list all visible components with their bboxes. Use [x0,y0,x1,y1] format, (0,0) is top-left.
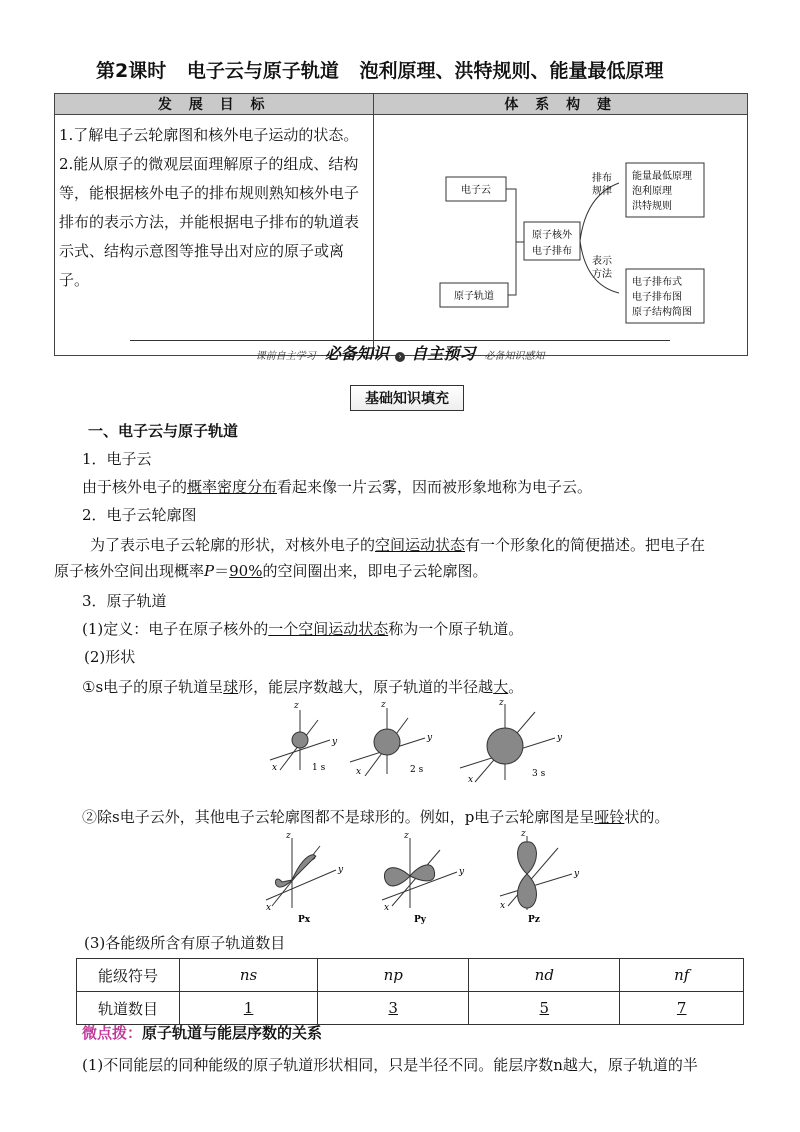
heading-1: 一、电子云与原子轨道 [88,422,239,440]
svg-text:x: x [384,903,390,913]
table-cell: 能级符号 [77,959,180,992]
svg-text:y: y [332,737,338,747]
px-orbital-icon [275,855,315,887]
svg-text:z: z [499,700,504,708]
label-pz: Pz [528,915,540,925]
svg-text:x: x [468,775,474,785]
label-electron-cloud: 电子云 [461,185,492,196]
svg-text:x: x [272,763,278,773]
method-1: 电子排布式 [632,277,683,288]
page-title [96,56,786,83]
pz-orbital-icon [518,842,537,908]
table-cell: np [318,959,469,992]
svg-text:z: z [521,830,526,839]
orbital-3s-icon [487,728,523,764]
method-label-1: 表示 [592,256,613,267]
tip-heading [82,1020,322,1046]
para-contour-1: 为了表示电子云轮廓的形状，对核外电子的空间运动状态有一个形象化的简便描述。把电子在 [90,536,706,554]
rule-1: 能量最低原理 [632,171,693,182]
banner-main-2: 自主预习 [411,344,476,363]
lesson-label: 第2课时 [96,60,167,82]
svg-text:z: z [404,831,409,841]
para-electron-cloud: 由于核外电子的概率密度分布看起来像一片云雾，因而被形象地称为电子云。 [82,478,593,496]
table-cell: 7 [620,992,744,1025]
sub-heading-1: 1．电子云 [82,450,152,468]
para-p-orbital: ②除s电子云外，其他电子云轮廓图都不是球形的。例如，p电子云轮廓图是呈哑铃状的。 [82,808,670,826]
goals-table [54,93,748,356]
para-orbital-count: (3)各能级所含有原子轨道数目 [84,934,286,952]
goal-item-1: 1.了解电子云轮廓图和核外电子运动的状态。 [59,126,359,144]
orbital-count-table [76,958,744,1025]
svg-text:z: z [294,701,299,711]
topic-2: 泡利原理、洪特规则、能量最低原理 [359,60,664,82]
rule-2: 泡利原理 [632,186,673,197]
svg-text:y: y [427,733,433,743]
method-2: 电子排布图 [632,292,683,303]
rule-3: 洪特规则 [632,201,673,212]
table-cell: ns [180,959,318,992]
orbital-1s-icon [292,732,308,748]
center-line-1: 原子核外 [532,230,573,241]
concept-diagram [374,115,746,355]
label-atomic-orbital: 原子轨道 [454,291,495,302]
tip-title: 原子轨道与能层序数的关系 [142,1024,323,1042]
tip-label: 微点拨： [82,1024,143,1042]
table-cell: nf [620,959,744,992]
para-s-orbital: ①s电子的原子轨道呈球形，能层序数越大，原子轨道的半径越大。 [82,678,524,696]
para-definition: (1)定义：电子在原子核外的一个空间运动状态称为一个原子轨道。 [82,620,524,638]
para-shape: (2)形状 [84,648,136,666]
svg-text:y: y [574,869,580,879]
sub-heading-3: 3．原子轨道 [82,592,167,610]
topic-1: 电子云与原子轨道 [186,60,339,82]
goals-cell [55,115,374,356]
svg-text:x: x [266,903,272,913]
label-px: Px [298,915,311,925]
banner-main-1: 必备知识 [324,344,389,363]
svg-text:y: y [557,733,563,743]
svg-text:x: x [356,767,362,777]
sub-heading-2: 2．电子云轮廓图 [82,506,197,524]
structure-header: 体 系 构 建 [374,94,748,115]
banner-right: 必备知识感知 [484,351,545,362]
rule-label-1: 排布 [592,173,613,184]
svg-text:y: y [459,867,465,877]
table-row [77,959,744,992]
svg-text:x: x [500,901,506,911]
method-label-2: 方法 [592,269,613,280]
table-cell: 轨道数目 [77,992,180,1025]
center-line-2: 电子排布 [532,246,573,257]
orbital-2s-icon [374,729,400,755]
s-orbital-figure [260,700,580,786]
section-box-title: 基础知识填充 [350,385,464,411]
label-py: Py [414,915,426,925]
banner-left: 课前自主学习 [255,351,316,362]
tip-text: (1)不同能层的同种能级的原子轨道形状相同，只是半径不同。能层序数n越大，原子轨道的半 [82,1056,698,1074]
table-cell: 3 [318,992,469,1025]
rule-label-2: 规律 [592,186,613,197]
p-orbital-figure [262,830,582,926]
para-contour-2: 原子核外空间出现概率P＝90%的空间圈出来，即电子云轮廓图。 [54,562,488,580]
label-3s: 3 s [532,769,546,779]
table-cell: nd [469,959,620,992]
section-banner [130,340,670,363]
label-1s: 1 s [312,763,326,773]
goals-header: 发 展 目 标 [55,94,374,115]
label-2s: 2 s [410,765,424,775]
structure-cell [374,115,748,356]
table-cell: 1 [180,992,318,1025]
banner-dot-icon: › [395,352,405,362]
svg-text:z: z [286,831,291,841]
svg-text:z: z [381,700,386,710]
table-cell: 5 [469,992,620,1025]
method-3: 原子结构简图 [632,307,693,318]
goal-item-2: 2.能从原子的微观层面理解原子的组成、结构等，能根据核外电子的排布规则熟知核外电子排布的表示方法，并能根据电子排布的轨道表示式、结构示意图等推导出对应的原子或离子。 [59,155,360,289]
svg-text:y: y [338,865,344,875]
